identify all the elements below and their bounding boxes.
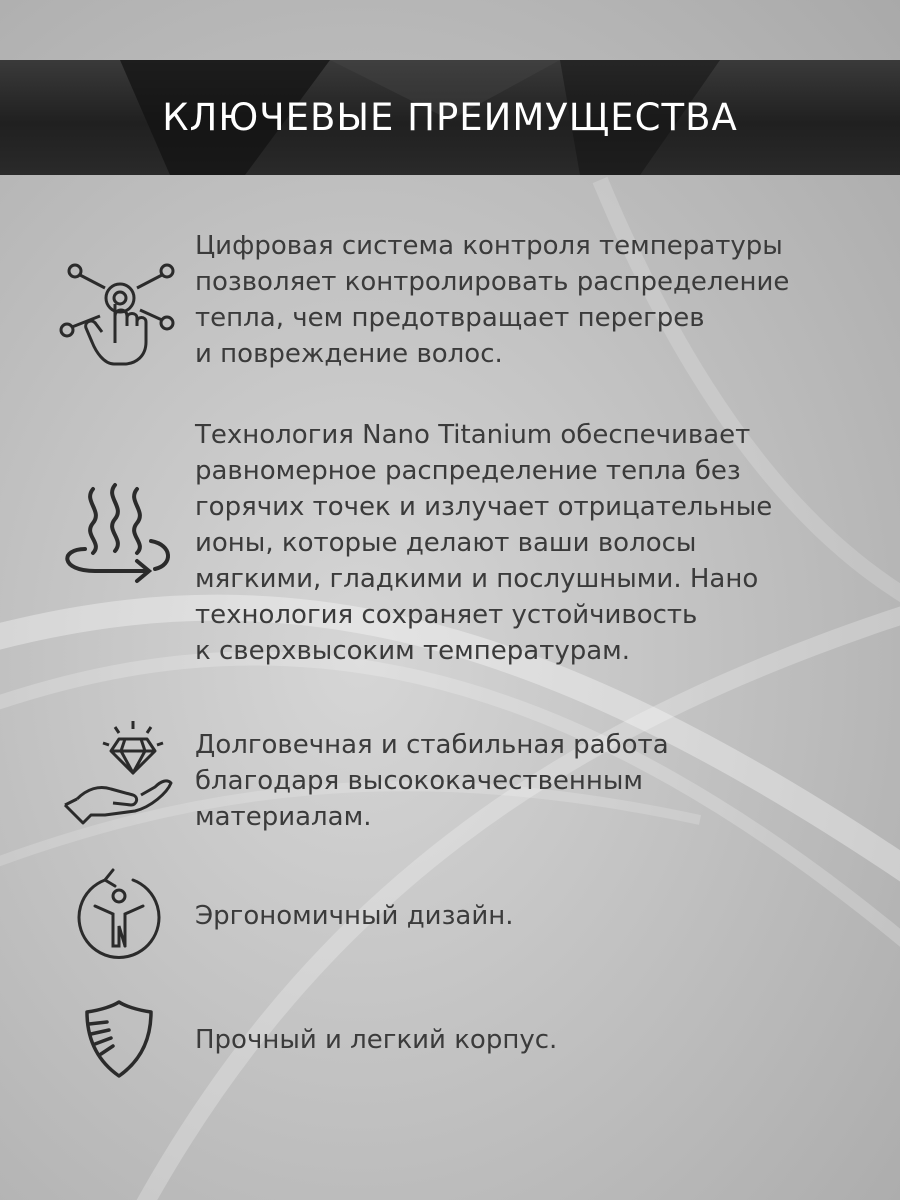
feature-text: Цифровая система контроля температуры позволяет контролировать распределение тепла, чем предотвращает перегрев и повреждение волос. [195, 231, 790, 369]
heat-waves-icon [55, 479, 180, 589]
diamond-hand-icon [55, 719, 180, 829]
digital-control-hand-icon [55, 238, 180, 378]
ergonomic-person-icon [55, 868, 180, 963]
feature-text: Долговечная и стабильная работа благодаря высококачественным материалам. [195, 730, 669, 832]
feature-text: Технология Nano Titanium обеспечивает равномерное распределение тепла без горячих точек и излучает отрицательные ионы, которые делают ваши волосы мягкими, гладкими и послушными. Нано технология сохраняет устойчивость к сверхвысоким температурам. [195, 420, 773, 666]
header-banner [0, 60, 900, 175]
feature-text: Эргономичный дизайн. [195, 901, 514, 931]
page-title: КЛЮЧЕВЫЕ ПРЕИМУЩЕСТВА [162, 96, 738, 139]
shield-icon [55, 1000, 180, 1080]
feature-text: Прочный и легкий корпус. [195, 1025, 558, 1055]
